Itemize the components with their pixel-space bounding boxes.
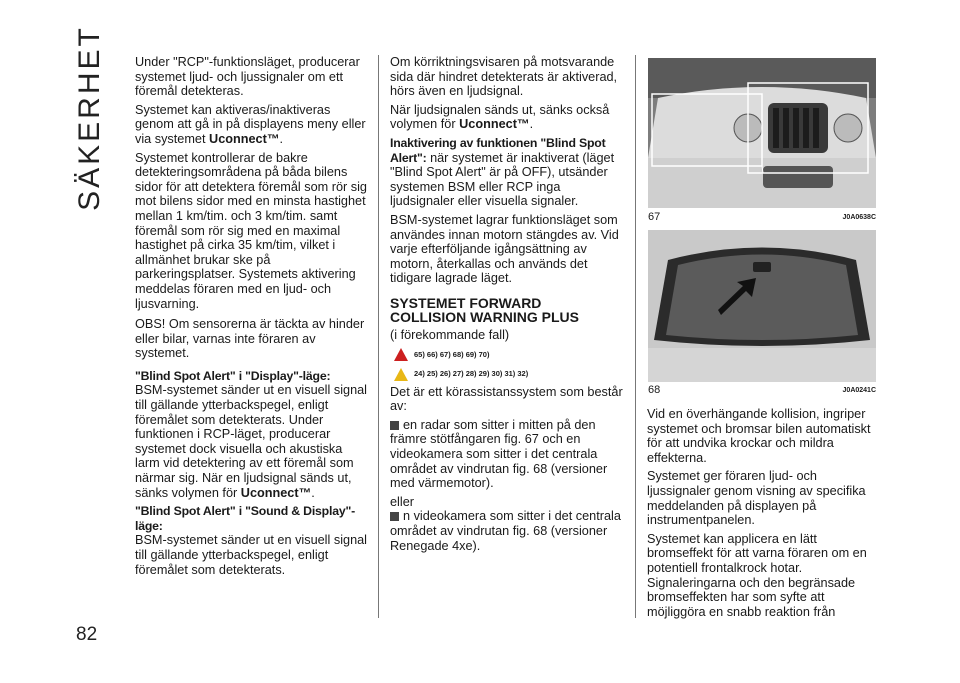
paragraph: Vid en överhängande kollision, ingriper systemet och bromsar bilen automatiskt för att undvika krockar och mildra effekterna. bbox=[647, 407, 871, 465]
bullet-icon bbox=[390, 421, 399, 430]
paragraph: eller bbox=[390, 494, 414, 509]
paragraph: BSM-systemet sänder ut en visuell signal till gällande ytterbackspegel, enligt föremålet som detekterats. bbox=[135, 533, 367, 577]
paragraph: Systemet ger föraren ljud- och ljussignaler genom visning av specifika meddelanden på displayen på instrumentpanelen. bbox=[647, 469, 866, 528]
windshield-illustration bbox=[648, 230, 876, 382]
subtitle: (i förekommande fall) bbox=[390, 327, 510, 342]
paragraph: När ljudsignalen sänds ut, sänks också volymen för Uconnect™. bbox=[390, 102, 610, 132]
paragraph: Om körriktningsvisaren på motsvarande sida där hindret detekterats är aktiverad, hörs även en ljudsignal. bbox=[390, 55, 618, 99]
paragraph: Inaktivering av funktionen "Blind Spot Alert": när systemet är inaktiverat (läget "Blind Spot Alert" är på OFF), utsänder systemen BSM eller RCP inga ljudsignaler eller visuella signaler. bbox=[390, 135, 615, 209]
bullet-item: en radar som sitter i mitten på den främre stötfångaren fig. 67 och en videokamera som sitter i det centrala området av vindrutan fig. 68 (versioner med värmemotor). bbox=[390, 417, 608, 491]
figure-68-caption: 68 J0A0241C bbox=[648, 384, 876, 396]
caution-warning-icon bbox=[394, 368, 408, 381]
section-heading: SYSTEMET FORWARD COLLISION WARNING PLUS bbox=[390, 294, 579, 325]
paragraph: Systemet kan aktiveras/inaktiveras genom att gå in på displayens meny eller via systemet Uconnect™. bbox=[135, 102, 366, 146]
figure-68-windshield-camera bbox=[648, 230, 876, 382]
section-title: SÄKERHET bbox=[73, 25, 106, 211]
paragraph: BSM-systemet sänder ut en visuell signal till gällande ytterbackspegel, enligt föremålet som detekterats. Under funktionen i RCP-läget, producerar systemet dock visuella och akustiska larm vid detektering av ett föremål som närmar sig. När en ljudsignal sänds ut, sänks volymen för Uconnect™. bbox=[135, 383, 367, 500]
page-number: 82 bbox=[76, 624, 98, 645]
subheading: "Blind Spot Alert" i "Sound & Display"-läge: bbox=[135, 504, 356, 533]
paragraph: OBS! Om sensorerna är täckta av hinder eller bilar, varnas inte föraren av systemet. bbox=[135, 317, 365, 361]
figure-67-caption: 67 J0A0638C bbox=[648, 211, 876, 223]
warning-refs: 65) 66) 67) 68) 69) 70) bbox=[394, 348, 625, 363]
subheading: "Blind Spot Alert" i "Display"-läge: bbox=[135, 368, 331, 383]
car-front-illustration bbox=[648, 58, 876, 208]
column-divider bbox=[378, 55, 379, 618]
bullet-item: n videokamera som sitter i det centrala området av vindrutan fig. 68 (versioner Renegade 4xe). bbox=[390, 509, 621, 553]
paragraph: Systemet kontrollerar de bakre detekteringsområdena på båda bilens sidor för att detektera föremål som rör sig mot bilens sidor med en minsta hastighet mellan 1 km/tim. och 3 km/tim. samt föremål som rör sig med en maximal hastighet på cirka 35 km/tim, vilket i allmänhet brukar ske på parkeringsplatser. Systemets aktivering meddelas föraren med en ljud- och ljusvarning. bbox=[135, 150, 367, 311]
caution-refs: 24) 25) 26) 27) 28) 29) 30) 31) 32) bbox=[394, 367, 625, 382]
text-column-1 bbox=[135, 55, 367, 581]
danger-warning-icon bbox=[394, 348, 408, 361]
text-column-2 bbox=[390, 55, 625, 557]
paragraph: Systemet kan applicera en lätt bromseffekt för att varna föraren om en potentiell frontalkrock hotar. Signaleringarna och den begränsade bromseffekten har som syfte att möjliggöra en snabb reaktion från bbox=[647, 531, 867, 619]
text-column-3 bbox=[647, 407, 875, 623]
paragraph: Det är ett körassistanssystem som består av: bbox=[390, 384, 623, 414]
figure-67-front-bumper-radar bbox=[648, 58, 876, 208]
paragraph: Under "RCP"-funktionsläget, producerar systemet ljud- och ljussignaler om ett föremål detekteras. bbox=[135, 55, 360, 99]
paragraph: BSM-systemet lagrar funktionsläget som användes innan motorn stängdes av. Vid varje efterföljande igångsättning av motorn, återkallas och används det tidigare lagrade läget. bbox=[390, 212, 619, 286]
column-divider bbox=[635, 55, 636, 618]
bullet-icon bbox=[390, 512, 399, 521]
